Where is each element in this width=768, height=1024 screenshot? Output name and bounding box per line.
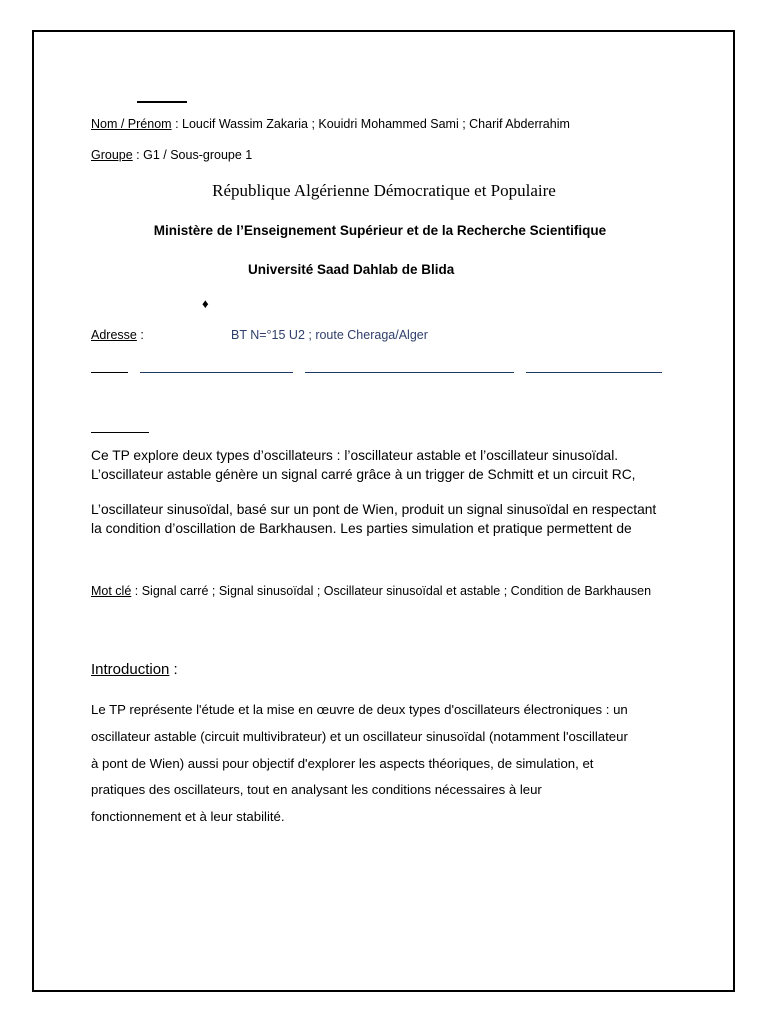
name-label: Nom / Prénom [91,117,172,131]
group-label: Groupe [91,148,133,162]
address-rule-3 [305,372,514,373]
introduction-heading: Introduction : [91,661,178,678]
introduction-line-4: pratiques des oscillateurs, tout en analysant les conditions nécessaires à leur [91,782,542,798]
abstract-para-1-line-1: Ce TP explore deux types d’oscillateurs : l’oscillateur astable et l’oscillateur sinusoïdal. [91,448,619,463]
introduction-line-3: à pont de Wien) aussi pour objectif d'explorer les aspects théoriques, de simulation, et [91,755,594,771]
abstract-para-1-line-2: L’oscillateur astable génère un signal carré grâce à un trigger de Schmitt et un circuit RC, [91,467,636,482]
name-value: Loucif Wassim Zakaria ; Kouidri Mohammed Sami ; Charif Abderrahim [182,117,570,131]
address-rule-2 [140,372,293,373]
address-label: Adresse [91,328,137,342]
address-line: Adresse : [91,328,144,342]
university-title: Université Saad Dahlab de Blida [248,262,455,277]
address-rule-4 [526,372,662,373]
bullet-glyph: ♦ [202,296,209,311]
abstract-para-1 [91,446,636,484]
keywords-label: Mot clé [91,584,132,598]
ministry-title: Ministère de l’Enseignement Supérieur et de la Recherche Scientifique [153,223,607,238]
abstract-para-2-line-2: la condition d’oscillation de Barkhausen. Les parties simulation et pratique permettent de [91,521,632,536]
introduction-line-1: Le TP représente l'étude et la mise en œuvre de deux types d'oscillateurs électroniques : un [91,702,628,717]
introduction-paragraph [91,697,628,831]
introduction-title: Introduction [91,661,170,678]
address-value: BT N=°15 U2 ; route Cheraga/Alger [231,328,428,342]
group-line: Groupe : G1 / Sous-groupe 1 [91,148,253,162]
address-rule-1 [91,372,128,373]
introduction-line-2: oscillateur astable (circuit multivibrateur) et un oscillateur sinusoïdal (notamment l'oscillateur [91,728,628,744]
abstract-para-2-line-1: L’oscillateur sinusoïdal, basé sur un pont de Wien, produit un signal sinusoïdal en respectant [91,502,657,517]
abstract-rule [91,432,149,433]
keywords-line: Mot clé : Signal carré ; Signal sinusoïdal ; Oscillateur sinusoïdal et astable ; Condition de Barkhausen [91,584,652,598]
introduction-line-5: fonctionnement et à leur stabilité. [91,809,285,825]
group-value: G1 / Sous-groupe 1 [143,148,253,162]
republic-title: République Algérienne Démocratique et Populaire [212,181,556,200]
name-line: Nom / Prénom : Loucif Wassim Zakaria ; Kouidri Mohammed Sami ; Charif Abderrahim [91,117,570,131]
keywords-value: Signal carré ; Signal sinusoïdal ; Oscillateur sinusoïdal et astable ; Condition de Barkhausen [141,584,652,598]
abstract-para-2 [91,500,656,538]
top-rule [137,101,187,103]
